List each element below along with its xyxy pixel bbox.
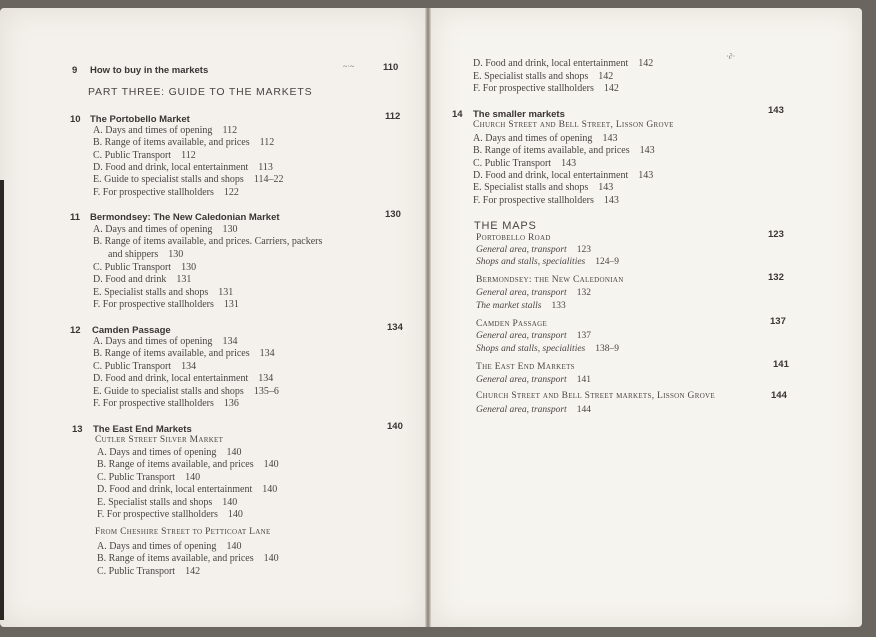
section-title: The Portobello Market: [90, 114, 190, 125]
map-entry: The market stalls 133: [476, 301, 566, 311]
toc-entry: E. Guide to specialist stalls and shops 135–6: [93, 386, 279, 397]
map-group-title: Camden Passage: [476, 319, 548, 329]
page-edge-shadow: [0, 180, 4, 620]
map-group-page: 141: [773, 359, 789, 370]
section-title: How to buy in the markets: [90, 65, 209, 76]
toc-entry: B. Range of items available, and prices. Carriers, packers: [93, 236, 323, 247]
subsection-title: From Cheshire Street to Petticoat Lane: [95, 527, 271, 537]
toc-entry: D. Food and drink, local entertainment 142: [473, 58, 654, 69]
toc-entry: A. Days and times of opening 130: [93, 224, 238, 235]
section-number: 10: [70, 114, 81, 125]
map-entry: General area, transport 144: [476, 405, 591, 415]
toc-entry: F. For prospective stallholders 142: [473, 83, 619, 94]
book-spine: [425, 8, 431, 627]
section-number: 9: [72, 65, 78, 76]
section-title: Bermondsey: The New Caledonian Market: [90, 212, 280, 223]
toc-entry: C. Public Transport 112: [93, 150, 196, 161]
section-page: 143: [768, 105, 784, 116]
toc-entry: F. For prospective stallholders 143: [473, 195, 619, 206]
toc-entry: F. For prospective stallholders 131: [93, 299, 239, 310]
section-page: 110: [383, 62, 399, 73]
map-entry: General area, transport 123: [476, 245, 591, 255]
section-number: 14: [452, 109, 463, 120]
toc-entry: C. Public Transport 143: [473, 158, 577, 169]
section-page: 130: [385, 209, 401, 220]
section-title: The smaller markets: [473, 109, 565, 120]
toc-entry: B. Range of items available, and prices 143: [473, 145, 655, 156]
map-group-title: Portobello Road: [476, 233, 551, 243]
map-group-title: Bermondsey: the New Caledonian: [476, 275, 624, 285]
section-number: 12: [70, 325, 81, 336]
toc-entry: E. Specialist stalls and shops 140: [97, 497, 238, 508]
toc-entry: E. Specialist stalls and shops 131: [93, 287, 234, 298]
map-group-page: 144: [771, 390, 787, 401]
toc-entry: D. Food and drink, local entertainment 113: [93, 162, 273, 173]
toc-entry: D. Food and drink 131: [93, 274, 192, 285]
map-group-page: 137: [770, 316, 786, 327]
maps-title: THE MAPS: [474, 220, 537, 232]
toc-entry: A. Days and times of opening 140: [97, 541, 242, 552]
toc-entry: D. Food and drink, local entertainment 134: [93, 373, 274, 384]
map-group-title: Church Street and Bell Street markets, Lisson Grove: [476, 391, 715, 401]
toc-entry: C. Public Transport 134: [93, 361, 197, 372]
toc-entry: F. For prospective stallholders 122: [93, 187, 239, 198]
toc-entry: F. For prospective stallholders 136: [93, 398, 239, 409]
part-title: PART THREE: GUIDE TO THE MARKETS: [88, 86, 313, 98]
subsection-title: Church Street and Bell Street, Lisson Grove: [473, 120, 674, 130]
toc-entry: E. Specialist stalls and shops 142: [473, 71, 614, 82]
pencil-mark: ·∂·: [726, 52, 736, 61]
toc-entry: F. For prospective stallholders 140: [97, 509, 243, 520]
toc-entry: A. Days and times of opening 143: [473, 133, 618, 144]
toc-entry: A. Days and times of opening 134: [93, 336, 238, 347]
toc-entry: A. Days and times of opening 112: [93, 125, 238, 136]
section-page: 140: [387, 421, 403, 432]
section-number: 11: [70, 212, 81, 223]
map-entry: General area, transport 141: [476, 375, 591, 385]
toc-entry: C. Public Transport 140: [97, 472, 201, 483]
toc-entry: and shippers 130: [108, 249, 184, 260]
toc-entry: E. Specialist stalls and shops 143: [473, 182, 614, 193]
map-group-page: 132: [768, 272, 784, 283]
toc-entry: B. Range of items available, and prices 140: [97, 459, 279, 470]
toc-entry: B. Range of items available, and prices 112: [93, 137, 275, 148]
section-page: 134: [387, 322, 403, 333]
toc-entry: D. Food and drink, local entertainment 140: [97, 484, 278, 495]
toc-entry: B. Range of items available, and prices 140: [97, 553, 279, 564]
map-group-page: 123: [768, 229, 784, 240]
toc-entry: D. Food and drink, local entertainment 143: [473, 170, 654, 181]
right-page: [430, 8, 862, 627]
map-entry: General area, transport 132: [476, 288, 591, 298]
section-page: 112: [385, 111, 401, 122]
section-title: The East End Markets: [93, 424, 192, 435]
subsection-title: Cutler Street Silver Market: [95, 435, 224, 445]
toc-entry: E. Guide to specialist stalls and shops 114–22: [93, 174, 284, 185]
toc-entry: C. Public Transport 142: [97, 566, 201, 577]
section-title: Camden Passage: [92, 325, 171, 336]
section-number: 13: [72, 424, 83, 435]
map-entry: Shops and stalls, specialities 138–9: [476, 344, 619, 354]
toc-entry: B. Range of items available, and prices 134: [93, 348, 275, 359]
map-entry: Shops and stalls, specialities 124–9: [476, 257, 619, 267]
toc-entry: C. Public Transport 130: [93, 262, 197, 273]
toc-entry: A. Days and times of opening 140: [97, 447, 242, 458]
map-group-title: The East End Markets: [476, 362, 575, 372]
pencil-mark: ~·~: [343, 62, 355, 71]
map-entry: General area, transport 137: [476, 331, 591, 341]
